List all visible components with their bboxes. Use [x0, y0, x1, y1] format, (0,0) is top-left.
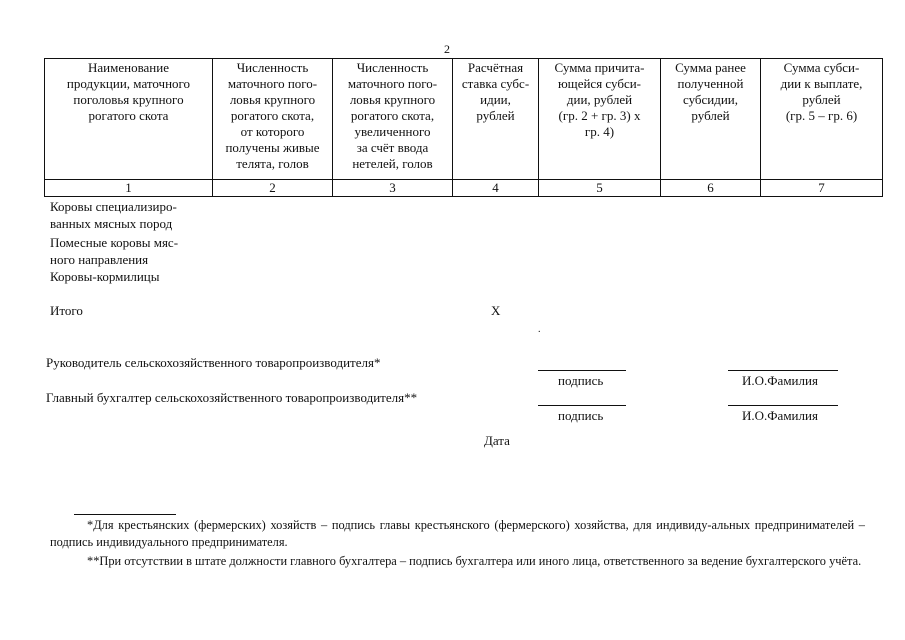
header-product-name: Наименование продукции, маточного поголовья крупного рогатого скота: [45, 59, 213, 180]
footnote-divider: [74, 514, 176, 515]
total-x-mark: Х: [491, 303, 501, 318]
director-name-line[interactable]: [728, 370, 838, 371]
director-name-caption: И.О.Фамилия: [742, 373, 818, 388]
director-signature-line[interactable]: [538, 370, 626, 371]
accountant-signature-line[interactable]: [538, 405, 626, 406]
column-number: 7: [761, 180, 883, 197]
accountant-name-line[interactable]: [728, 405, 838, 406]
column-number: 1: [45, 180, 213, 197]
row-label-specialized-beef-cows: Коровы специализиро- ванных мясных пород: [50, 199, 177, 231]
stray-dot: .: [538, 324, 541, 335]
accountant-name-caption: И.О.Фамилия: [742, 408, 818, 423]
total-label: Итого: [50, 303, 83, 318]
footnote-2: **При отсутствии в штате должности главного бухгалтера – подпись бухгалтера или иного лица, ответственного за ведение бухгалтерского учёта.: [87, 554, 862, 568]
row-label-nurse-cows: Коровы-кормилицы: [50, 269, 160, 284]
table-header-row: [45, 59, 883, 180]
column-number: 4: [453, 180, 539, 197]
director-sign-caption: подпись: [558, 373, 604, 388]
header-rate: Расчётная ставка субс- идии, рублей: [453, 59, 539, 180]
column-number: 3: [333, 180, 453, 197]
director-signature-title: Руководитель сельскохозяйственного товаропроизводителя*: [46, 355, 381, 370]
page-number: 2: [444, 42, 450, 56]
header-received-sum: Сумма ранее полученной субсидии, рублей: [661, 59, 761, 180]
column-number: 6: [661, 180, 761, 197]
column-number: 5: [539, 180, 661, 197]
subsidy-table: [44, 58, 883, 197]
header-heifers-count: Численность маточного пого- ловья крупного рогатого скота, увеличенного за счёт ввода нетелей, голов: [333, 59, 453, 180]
accountant-signature-title: Главный бухгалтер сельскохозяйственного товаропроизводителя**: [46, 390, 418, 405]
accountant-sign-caption: подпись: [558, 408, 604, 423]
column-number: 2: [213, 180, 333, 197]
date-label: Дата: [484, 433, 510, 448]
footnote-1: *Для крестьянских (фермерских) хозяйств – подпись главы крестьянского (фермерского) хозяйства, для индивиду-альных предпринимателей – подпись индивидуального предпринимателя.: [50, 518, 865, 549]
header-calves-count: Численность маточного пого- ловья крупного рогатого скота, от которого получены живые телята, голов: [213, 59, 333, 180]
header-due-sum: Сумма причита- ющейся субси- дии, рублей (гр. 2 + гр. 3) х гр. 4): [539, 59, 661, 180]
column-number-row: [45, 180, 883, 197]
row-label-crossbred-beef-cows: Помесные коровы мяс- ного направления: [50, 235, 179, 267]
header-payout-sum: Сумма субси- дии к выплате, рублей (гр. 5 – гр. 6): [761, 59, 883, 180]
